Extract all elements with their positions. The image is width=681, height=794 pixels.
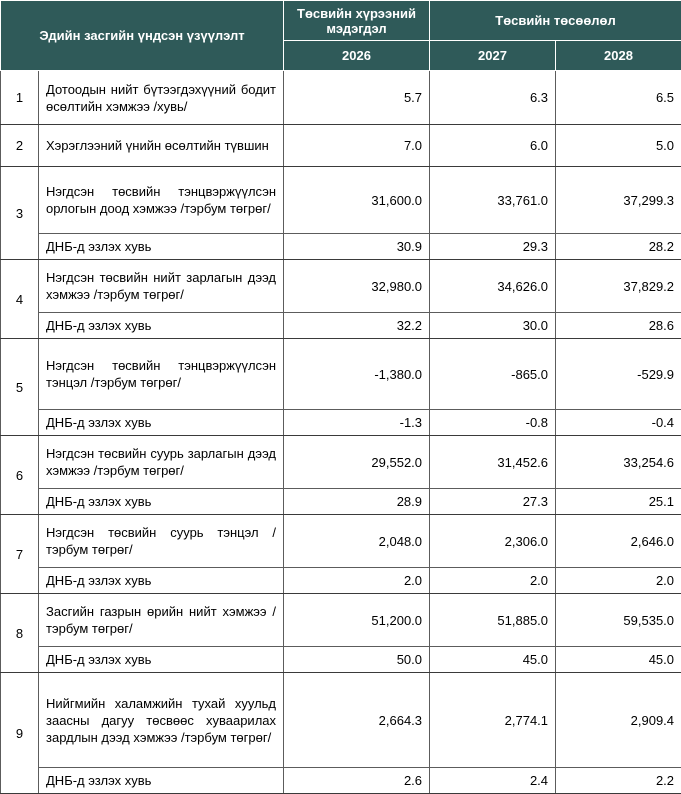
indicator-label: Нэгдсэн төсвийн тэнцвэржүүлсэн орлогын доод хэмжээ /тэрбум төгрөг/: [39, 167, 284, 234]
value-cell-2028: -529.9: [556, 339, 681, 410]
gdp-share-cell-2026: 50.0: [284, 647, 430, 673]
gdp-share-cell-2028: 25.1: [556, 489, 681, 515]
value-cell-2027: 33,761.0: [430, 167, 556, 234]
row-number: 4: [1, 260, 39, 339]
table-row: [1, 167, 681, 234]
value-cell-2028: 5.0: [556, 125, 681, 167]
gdp-share-cell-2028: 2.2: [556, 768, 681, 794]
value-cell-2026: 31,600.0: [284, 167, 430, 234]
value-cell-2026: 29,552.0: [284, 436, 430, 489]
gdp-share-row: [1, 234, 681, 260]
value-cell-2028: 37,829.2: [556, 260, 681, 313]
value-cell-2026: -1,380.0: [284, 339, 430, 410]
row-number: 9: [1, 673, 39, 794]
indicator-label: Нэгдсэн төсвийн тэнцвэржүүлсэн тэнцэл /тэрбум төгрөг/: [39, 339, 284, 410]
value-cell-2027: -865.0: [430, 339, 556, 410]
gdp-share-cell-2027: 2.4: [430, 768, 556, 794]
gdp-share-label: ДНБ-д эзлэх хувь: [39, 568, 284, 594]
year-header-2027: 2027: [430, 41, 556, 71]
gdp-share-cell-2027: 29.3: [430, 234, 556, 260]
indicator-label: Хэрэглээний үнийн өсөлтийн түвшин: [39, 125, 284, 167]
value-cell-2028: 6.5: [556, 71, 681, 125]
indicator-header: Эдийн засгийн үндсэн үзүүлэлт: [1, 1, 284, 71]
indicator-label: Дотоодын нийт бүтээгдэхүүний бодит өсөлтийн хэмжээ /хувь/: [39, 71, 284, 125]
forecast-header: Төсвийн төсөөлөл: [430, 1, 681, 41]
year-header-2028: 2028: [556, 41, 681, 71]
gdp-share-cell-2028: 28.6: [556, 313, 681, 339]
gdp-share-cell-2026: 30.9: [284, 234, 430, 260]
value-cell-2026: 2,664.3: [284, 673, 430, 768]
gdp-share-cell-2027: 45.0: [430, 647, 556, 673]
gdp-share-row: [1, 647, 681, 673]
table-row: [1, 673, 681, 768]
gdp-share-label: ДНБ-д эзлэх хувь: [39, 489, 284, 515]
value-cell-2028: 59,535.0: [556, 594, 681, 647]
indicator-label: Нэгдсэн төсвийн нийт зарлагын дээд хэмжээ /тэрбум төгрөг/: [39, 260, 284, 313]
gdp-share-row: [1, 489, 681, 515]
gdp-share-cell-2027: 2.0: [430, 568, 556, 594]
table-row: [1, 339, 681, 410]
row-number: 3: [1, 167, 39, 260]
value-cell-2027: 6.0: [430, 125, 556, 167]
value-cell-2027: 51,885.0: [430, 594, 556, 647]
value-cell-2026: 2,048.0: [284, 515, 430, 568]
row-number: 7: [1, 515, 39, 594]
value-cell-2027: 31,452.6: [430, 436, 556, 489]
gdp-share-row: [1, 313, 681, 339]
table-row: [1, 260, 681, 313]
gdp-share-cell-2028: -0.4: [556, 410, 681, 436]
table-body: [1, 71, 681, 794]
gdp-share-label: ДНБ-д эзлэх хувь: [39, 410, 284, 436]
value-cell-2028: 2,646.0: [556, 515, 681, 568]
table-row: [1, 125, 681, 167]
gdp-share-cell-2028: 45.0: [556, 647, 681, 673]
value-cell-2026: 7.0: [284, 125, 430, 167]
gdp-share-label: ДНБ-д эзлэх хувь: [39, 234, 284, 260]
row-number: 6: [1, 436, 39, 515]
gdp-share-cell-2026: 28.9: [284, 489, 430, 515]
value-cell-2027: 34,626.0: [430, 260, 556, 313]
value-cell-2026: 5.7: [284, 71, 430, 125]
gdp-share-row: [1, 768, 681, 794]
value-cell-2027: 2,306.0: [430, 515, 556, 568]
indicator-label: Нэгдсэн төсвийн суурь тэнцэл /тэрбум төгрөг/: [39, 515, 284, 568]
value-cell-2028: 37,299.3: [556, 167, 681, 234]
value-cell-2027: 2,774.1: [430, 673, 556, 768]
indicator-label: Засгийн газрын өрийн нийт хэмжээ /тэрбум төгрөг/: [39, 594, 284, 647]
gdp-share-row: [1, 568, 681, 594]
gdp-share-cell-2027: -0.8: [430, 410, 556, 436]
gdp-share-cell-2026: 2.0: [284, 568, 430, 594]
table-row: [1, 436, 681, 489]
value-cell-2028: 33,254.6: [556, 436, 681, 489]
gdp-share-cell-2028: 2.0: [556, 568, 681, 594]
row-number: 8: [1, 594, 39, 673]
indicator-label: Нэгдсэн төсвийн суурь зарлагын дээд хэмжээ /тэрбум төгрөг/: [39, 436, 284, 489]
gdp-share-row: [1, 410, 681, 436]
gdp-share-label: ДНБ-д эзлэх хувь: [39, 313, 284, 339]
gdp-share-cell-2026: 32.2: [284, 313, 430, 339]
table-row: [1, 515, 681, 568]
gdp-share-cell-2026: 2.6: [284, 768, 430, 794]
indicator-label: Нийгмийн халамжийн тухай хуульд заасны дагуу төсвөөс хуваарилах зардлын дээд хэмжээ /тэрбум төгрөг/: [39, 673, 284, 768]
gdp-share-cell-2027: 27.3: [430, 489, 556, 515]
row-number: 2: [1, 125, 39, 167]
gdp-share-label: ДНБ-д эзлэх хувь: [39, 768, 284, 794]
gdp-share-cell-2026: -1.3: [284, 410, 430, 436]
gdp-share-label: ДНБ-д эзлэх хувь: [39, 647, 284, 673]
row-number: 5: [1, 339, 39, 436]
table-row: [1, 594, 681, 647]
value-cell-2028: 2,909.4: [556, 673, 681, 768]
row-number: 1: [1, 71, 39, 125]
value-cell-2027: 6.3: [430, 71, 556, 125]
budget-framework-header: Төсвийн хүрээний мэдэгдэл: [284, 1, 430, 41]
gdp-share-cell-2027: 30.0: [430, 313, 556, 339]
table-row: [1, 71, 681, 125]
year-header-2026: 2026: [284, 41, 430, 71]
value-cell-2026: 51,200.0: [284, 594, 430, 647]
gdp-share-cell-2028: 28.2: [556, 234, 681, 260]
value-cell-2026: 32,980.0: [284, 260, 430, 313]
